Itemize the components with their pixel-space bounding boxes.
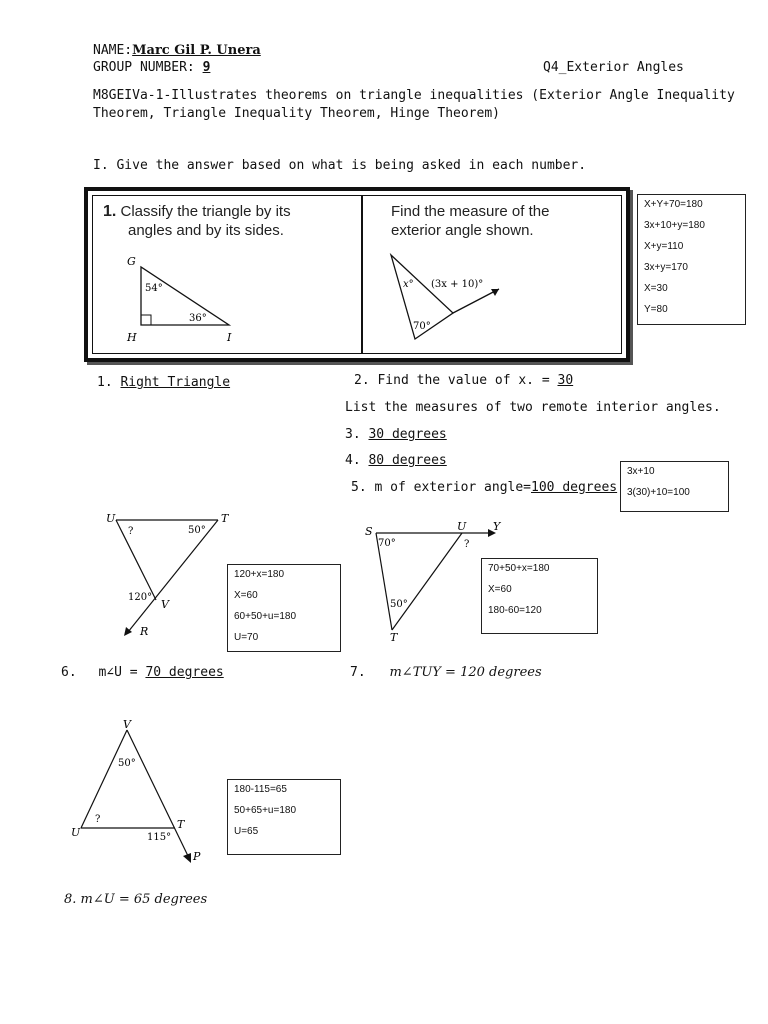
answer-1-value: Right Triangle (120, 375, 231, 390)
fig8-u: U (71, 826, 81, 839)
side-tr (128, 520, 218, 632)
answer-2-value: 30 (557, 373, 574, 388)
fig6-q: ? (128, 526, 134, 537)
label-x: x° (403, 279, 414, 290)
fig6-50: 50° (188, 525, 206, 536)
question-8: 8. m∠U = 65 degrees (64, 892, 208, 907)
work-line: 180-60=120 (488, 605, 542, 616)
instruction: I. Give the answer based on what is being asked in each number. (93, 158, 587, 173)
left-panel-number: 1. (103, 203, 117, 220)
answer-5 (351, 480, 617, 495)
work-box-3 (227, 564, 341, 652)
student-name: Marc Gil P. Unera (132, 43, 261, 58)
work-line: X+Y+70=180 (644, 199, 703, 210)
fig6-u: U (106, 512, 116, 525)
label-g: G (127, 255, 136, 268)
work-line: 3x+10 (627, 466, 655, 477)
fig7-u: U (457, 520, 467, 533)
fig8-50: 50° (118, 758, 136, 769)
fig7-y: Y (493, 520, 501, 533)
group-label: GROUP NUMBER: (93, 60, 203, 75)
answer-3 (345, 427, 447, 442)
panel-divider (361, 196, 363, 353)
work-line: 70+50+x=180 (488, 563, 550, 574)
fig8-115: 115° (147, 832, 172, 843)
fig6-v: V (161, 598, 169, 611)
problem-frame (84, 187, 630, 362)
answer-5-value: 100 degrees (531, 480, 618, 495)
work-line: X=60 (234, 590, 258, 601)
problem-frame-inner (92, 195, 622, 354)
competency-line-1: M8GEIVa-1-Illustrates theorems on triangle inequalities (Exterior Angle Inequality (93, 88, 735, 103)
label-h: H (127, 331, 137, 344)
fig7-70: 70° (378, 538, 396, 549)
group-line (93, 60, 210, 75)
name-label: NAME: (93, 43, 133, 58)
right-title-line-2: exterior angle shown. (391, 222, 534, 239)
right-triangle-figure (123, 251, 253, 351)
left-title-line-2: angles and by its sides. (128, 222, 284, 239)
answer-2-prefix: 2. Find the value of x. = (354, 373, 558, 388)
right-title-line-1: Find the measure of the (391, 203, 550, 220)
question-6-number: 6. (61, 665, 77, 680)
answer-4 (345, 453, 447, 468)
label-70: 70° (413, 321, 431, 332)
answer-5-prefix: 5. m of exterior angle= (351, 480, 532, 495)
group-number: 9 (202, 60, 211, 75)
work-box-4 (481, 558, 598, 634)
work-line: 120+x=180 (234, 569, 285, 580)
fig6-t: T (221, 512, 229, 525)
question-6-prefix: m∠U = (98, 665, 146, 680)
work-line: 3(30)+10=100 (627, 487, 690, 498)
name-line (93, 43, 261, 58)
label-54: 54° (145, 283, 163, 294)
remote-angles-prompt: List the measures of two remote interior angles. (345, 400, 721, 415)
work-line: Y=80 (644, 304, 668, 315)
label-i: I (227, 331, 232, 344)
work-box-5 (227, 779, 341, 855)
answer-4-value: 80 degrees (368, 453, 447, 468)
work-line: U=70 (234, 632, 259, 643)
right-panel-title (391, 202, 549, 240)
arrow-head-p (183, 853, 191, 863)
fig6-120: 120° (128, 592, 153, 603)
right-angle-mark (141, 315, 151, 325)
answer-4-prefix: 4. (345, 453, 369, 468)
exterior-angle-figure (389, 251, 519, 351)
work-line: 180-115=65 (234, 784, 287, 795)
work-line: U=65 (234, 826, 259, 837)
question-6-value: 70 degrees (145, 665, 224, 680)
label-expr: (3x + 10)° (431, 279, 484, 290)
question-7 (350, 665, 542, 680)
answer-1 (97, 375, 230, 390)
fig8-q: ? (95, 814, 101, 825)
fig7-q: ? (464, 539, 470, 550)
fig7-50: 50° (390, 599, 408, 610)
answer-2 (354, 373, 573, 388)
fig8-t: T (177, 818, 185, 831)
label-36: 36° (189, 313, 207, 324)
side-uv (116, 520, 156, 600)
work-line: 60+50+u=180 (234, 611, 297, 622)
question-6 (61, 665, 224, 680)
answer-3-value: 30 degrees (368, 427, 447, 442)
question-7-number: 7. (350, 665, 366, 680)
work-line: X+y=110 (644, 241, 684, 252)
left-title-line-1: Classify the triangle by its (120, 203, 291, 220)
side-vu (81, 730, 127, 828)
work-line: X=30 (644, 283, 668, 294)
work-box-2 (620, 461, 729, 512)
extended-side (453, 289, 499, 313)
figure-8 (65, 718, 215, 868)
figure-6 (100, 508, 240, 643)
question-7-text: m∠TUY = 120 degrees (389, 665, 542, 680)
fig8-v: V (123, 718, 131, 731)
fig7-s: S (365, 525, 373, 538)
work-line: 3x+y=170 (644, 262, 688, 273)
left-panel-title (103, 202, 291, 240)
work-line: 3x+10+y=180 (644, 220, 705, 231)
answer-3-prefix: 3. (345, 427, 369, 442)
competency-line-2: Theorem, Triangle Inequality Theorem, Hinge Theorem) (93, 106, 500, 121)
work-box-1 (637, 194, 746, 325)
topic-label: Q4_Exterior Angles (543, 60, 684, 75)
triangle-ghi (141, 267, 229, 325)
fig8-p: P (193, 850, 201, 863)
fig6-r: R (140, 625, 149, 638)
work-line: 50+65+u=180 (234, 805, 297, 816)
work-line: X=60 (488, 584, 512, 595)
answer-1-prefix: 1. (97, 375, 121, 390)
fig7-t: T (390, 631, 398, 643)
side-ut (392, 533, 462, 630)
